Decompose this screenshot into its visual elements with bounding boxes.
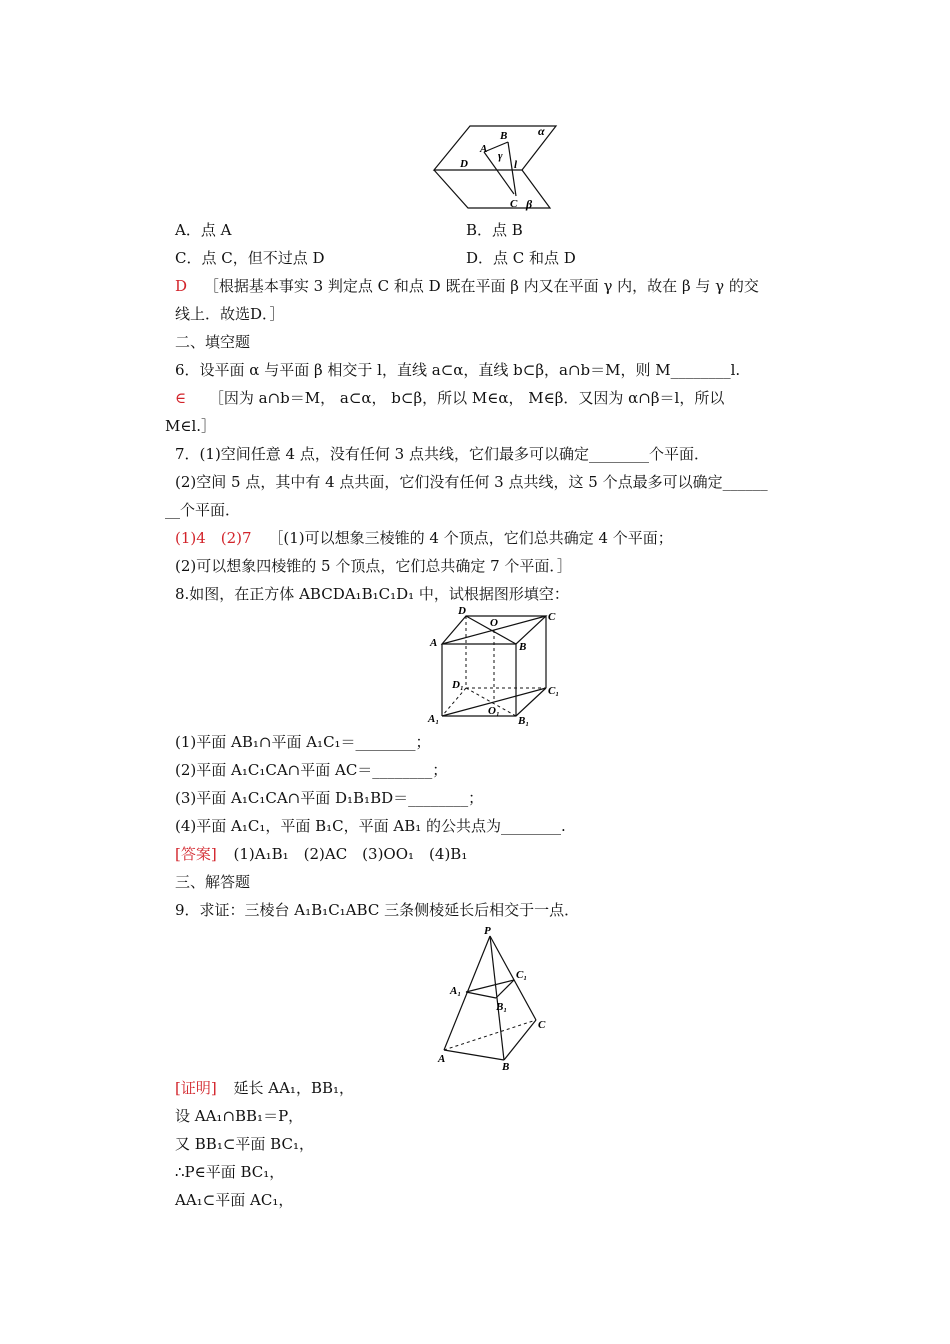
cube-figure [426,606,566,728]
q5-option-b: B．点 B [466,221,523,239]
q8-part-1: (1)平面 AB₁∩平面 A₁C₁＝________； [175,733,431,751]
q7-text-2: (2)空间 5 点，其中有 4 点共面，它们没有任何 3 点共线，这 5 个点最多可以确定______ [175,473,768,491]
q7-explanation-1: ［(1)可以想象三棱锥的 4 个顶点，它们总共确定 4 个平面； [268,529,673,547]
label-A: A [430,637,438,649]
q7-answer-line [175,528,673,548]
label-A: A [480,143,488,155]
q9-proof-step-1: 延长 AA₁，BB₁， [233,1079,355,1097]
q5-option-d: D．点 C 和点 D [466,249,576,267]
label-O1: O₁ [488,705,500,717]
label-B1: B₁ [496,1001,508,1013]
label-C1: C₁ [516,969,528,981]
label-l: l [514,159,518,171]
q6-explanation-2: M∈l.］ [165,417,217,435]
label-C: C [510,198,518,210]
q7-text-3: __个平面． [165,501,241,519]
q9-proof-step-3: 又 BB₁⊂平面 BC₁， [175,1135,314,1153]
label-C: C [548,611,556,623]
q5-explanation-1: ［根据基本事实 3 判定点 C 和点 D 既在平面 β 内又在平面 γ 内，故在 β 与 γ 的交 [203,277,759,295]
q5-explanation-2: 线上．故选D．］ [175,305,285,323]
label-B1: B₁ [518,715,530,727]
section-fill-blank-heading: 二、填空题 [175,333,251,351]
q9-proof-step-5: AA₁⊂平面 AC₁， [175,1191,294,1209]
q8-part-2: (2)平面 A₁C₁CA∩平面 AC＝________； [175,761,448,779]
label-alpha: α [538,124,545,138]
label-D: D [460,158,468,170]
q8-part-3: (3)平面 A₁C₁CA∩平面 D₁B₁BD＝________； [175,789,484,807]
label-beta: β [526,197,533,211]
q9-proof-label: [证明] [175,1079,217,1097]
frustum-figure [436,924,566,1072]
q5-answer-line [175,276,759,296]
label-D: D [458,606,466,617]
q5-answer: D [175,277,188,295]
q5-option-c: C．点 C，但不过点 D [175,249,325,267]
q9-proof-line-1 [175,1078,354,1098]
label-B: B [500,130,508,142]
q8-text: 8.如图，在正方体 ABCDA₁B₁C₁D₁ 中，试根据图形填空： [175,585,569,603]
label-B: B [502,1061,510,1072]
q8-answer: (1)A₁B₁ (2)AC (3)OO₁ (4)B₁ [233,845,468,863]
q9-text: 9．求证：三棱台 A₁B₁C₁ABC 三条侧棱延长后相交于一点． [175,901,580,919]
q8-answer-label: [答案] [175,845,217,863]
label-O: O [490,617,498,629]
label-D1: D₁ [452,679,464,691]
q7-text-1: 7．(1)空间任意 4 点，没有任何 3 点共线，它们最多可以确定________个平面． [175,445,709,463]
section-solution-heading: 三、解答题 [175,873,251,891]
label-A1: A₁ [450,985,462,997]
label-C: C [538,1019,546,1031]
q7-explanation-2: (2)可以想象四棱锥的 5 个顶点，它们总共确定 7 个平面．］ [175,557,572,575]
q9-proof-step-2: 设 AA₁∩BB₁＝P， [175,1107,304,1125]
label-B: B [519,641,527,653]
q6-answer-line [175,388,724,408]
q9-proof-step-4: ∴P∈平面 BC₁， [175,1163,285,1181]
q6-explanation-1: ［因为 a∩b＝M， a⊂α， b⊂β，所以 M∈α， M∈β．又因为 α∩β＝l，所以 [208,389,725,407]
intersecting-planes-figure [430,122,560,214]
label-C1: C₁ [548,685,560,697]
label-A: A [438,1053,446,1065]
q6-answer: ∈ [175,389,187,407]
label-A1: A₁ [428,713,440,725]
label-P: P [484,925,491,937]
q5-option-a: A．点 A [175,221,232,239]
label-gamma: γ [498,150,503,162]
q7-answer: (1)4 (2)7 [175,529,252,547]
q8-part-4: (4)平面 A₁C₁，平面 B₁C，平面 AB₁ 的公共点为________. [175,817,566,835]
q6-text: 6．设平面 α 与平面 β 相交于 l，直线 a⊂α，直线 b⊂β，a∩b＝M，则 M________l. [175,361,741,379]
q8-answer-line [175,844,467,864]
